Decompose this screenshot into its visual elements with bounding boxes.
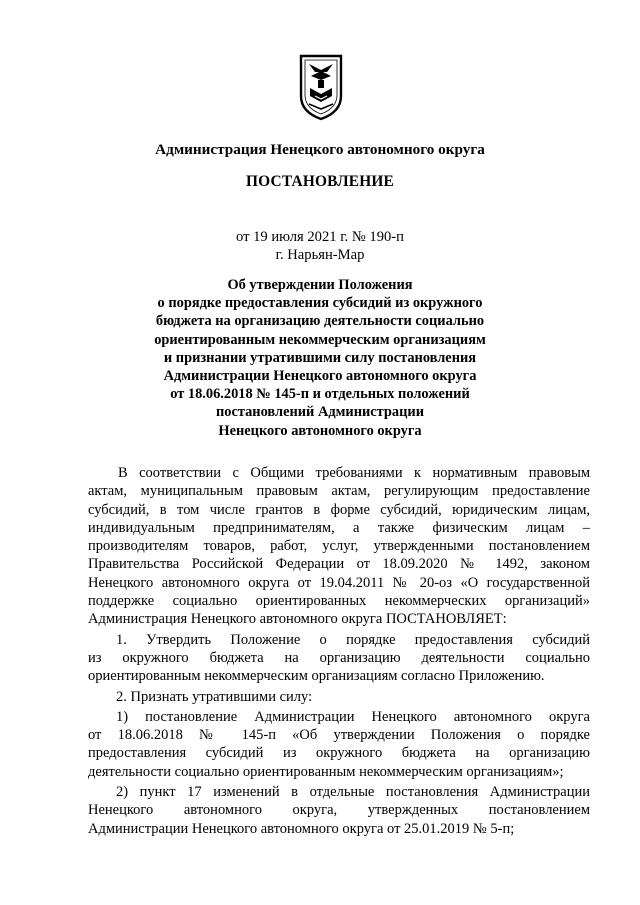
text-line: производителям товаров, работ, услуг, утвержденными постановлением: [88, 538, 590, 555]
text-line: Администрация Ненецкого автономного округа ПОСТАНОВЛЯЕТ:: [88, 611, 507, 628]
text-line: индивидуальным предпринимателям, а также физическим лицам –: [88, 519, 590, 536]
coat-of-arms-icon: [297, 52, 345, 122]
text-line: из окружного бюджета на организацию деятельности социально: [88, 649, 590, 666]
title-line: Ненецкого автономного округа: [218, 422, 422, 439]
text-line: предоставления субсидий из окружного бюджета на организацию: [88, 745, 590, 762]
text-line: 2. Признать утратившими силу:: [116, 688, 313, 705]
text-line: ориентированным некоммерческим организациям согласно Приложению.: [88, 668, 545, 685]
subitem-1-paragraph: [88, 708, 590, 781]
text-line: Администрации Ненецкого автономного округа от 25.01.2019 № 5-п;: [88, 820, 515, 837]
document-title: [60, 276, 580, 440]
title-line: о порядке предоставления субсидий из окружного: [157, 295, 483, 312]
text-line: Ненецкого автономного округа от 19.04.2011 № 20-оз «О государственной: [88, 574, 590, 591]
document-place: г. Нарьян-Мар: [275, 247, 365, 263]
preamble-paragraph: [88, 464, 590, 629]
text-line: 1. Утвердить Положение о порядке предоставления субсидий: [116, 631, 590, 648]
text-line: 2) пункт 17 изменений в отдельные постановления Администрации: [116, 784, 590, 801]
title-line: Об утверждении Положения: [227, 277, 413, 293]
title-line: от 18.06.2018 № 145-п и отдельных положений: [170, 386, 470, 403]
text-line: субсидий, в том числе грантов в форме субсидий, юридическим лицам,: [88, 501, 590, 518]
document-body: [88, 464, 590, 838]
text-line: актам, муниципальным правовым актам, регулирующим предоставление: [88, 483, 590, 500]
item-2-paragraph: [88, 688, 590, 706]
document-date-number: от 19 июля 2021 г. № 190-п: [236, 229, 404, 245]
text-line: Ненецкого автономного округа, утвержденных постановлением: [88, 802, 590, 819]
text-line: 1) постановление Администрации Ненецкого автономного округа: [116, 708, 590, 725]
subitem-2-paragraph: [88, 783, 590, 838]
title-line: Администрации Ненецкого автономного округа: [163, 368, 477, 385]
text-line: от 18.06.2018 № 145-п «Об утверждении Положения о порядке: [88, 727, 590, 744]
organization-name: Администрация Ненецкого автономного округа: [155, 141, 485, 158]
title-line: и признании утратившими силу постановления: [163, 349, 477, 366]
title-line: ориентированным некоммерческим организациям: [154, 331, 486, 348]
title-line: бюджета на организацию деятельности социально: [155, 313, 485, 330]
item-1-paragraph: [88, 631, 590, 686]
title-line: постановлений Администрации: [215, 404, 424, 421]
document-type: ПОСТАНОВЛЕНИЕ: [245, 173, 395, 190]
text-line: Правительства Российской Федерации от 18.09.2020 № 1492, законом: [88, 556, 590, 573]
text-line: поддержке социально ориентированных некоммерческих организаций»: [88, 593, 590, 610]
text-line: В соответствии с Общими требованиями к нормативным правовым: [118, 465, 590, 481]
text-line: деятельности социально ориентированным некоммерческим организациям»;: [88, 763, 564, 780]
